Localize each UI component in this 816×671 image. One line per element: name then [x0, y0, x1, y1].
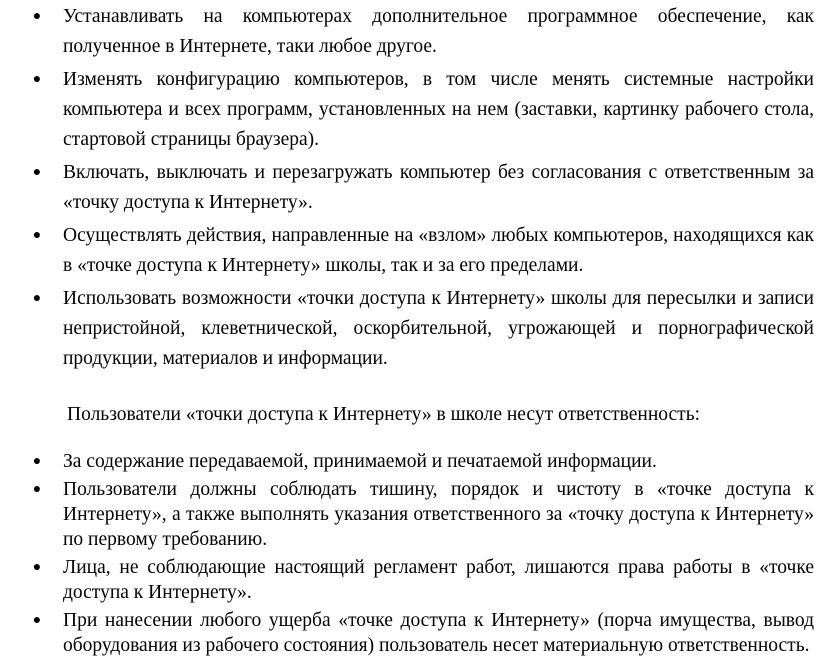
- list-item-text: Осуществлять действия, направленные на «взлом» любых компьютеров, находящихся как в «точке доступа к Интернету» школы, так и за его пределами.: [63, 225, 814, 276]
- responsibility-heading: Пользователи «точки доступа к Интернету» в школе несут ответственность:: [67, 404, 701, 425]
- list-item-text: За содержание передаваемой, принимаемой и печатаемой информации.: [63, 451, 657, 472]
- list-item: [30, 477, 814, 552]
- list-item: [30, 221, 814, 281]
- list-item-text: Пользователи должны соблюдать тишину, порядок и чистоту в «точке доступа к Интернету», а также выполнять указания ответственного за «точку доступа к Интернету» по первому требованию.: [63, 479, 814, 550]
- bullet-dot-icon: ●: [32, 454, 42, 469]
- list-item-text: Лица, не соблюдающие настоящий регламент работ, лишаются права работы в «точке доступа к Интернету».: [63, 557, 814, 603]
- list-item-text: Использовать возможности «точки доступа к Интернету» школы для пересылки и записи непристойной, клеветнической, оскорбительной, угрожающей и порнографической продукции, материалов и информации.: [63, 288, 814, 369]
- list-item: [30, 449, 814, 474]
- bullet-dot-icon: ●: [32, 291, 42, 306]
- prohibited-actions-list: [30, 2, 814, 377]
- bullet-dot-icon: ●: [32, 482, 42, 497]
- list-item-text: Изменять конфигурацию компьютеров, в том числе менять системные настройки компьютера и всех программ, установленных на нем (заставки, картинку рабочего стола, стартовой страницы браузера).: [63, 69, 814, 150]
- list-item: [30, 65, 814, 155]
- list-item-text: Устанавливать на компьютерах дополнительное программное обеспечение, как полученное в Интернете, таки любое другое.: [63, 6, 814, 57]
- bullet-dot-icon: ●: [32, 560, 42, 575]
- bullet-dot-icon: ●: [32, 613, 42, 628]
- list-item: [30, 555, 814, 605]
- list-item: [30, 608, 814, 658]
- list-item-text: При нанесении любого ущерба «точке доступа к Интернету» (порча имущества, вывод оборудования из рабочего состояния) пользователь несет материальную ответственность.: [63, 610, 814, 656]
- bullet-dot-icon: ●: [32, 72, 42, 87]
- list-item: [30, 2, 814, 62]
- bullet-dot-icon: ●: [32, 228, 42, 243]
- responsibility-list: [30, 449, 814, 661]
- bullet-dot-icon: ●: [32, 165, 42, 180]
- list-item: [30, 158, 814, 218]
- list-item: [30, 284, 814, 374]
- list-item-text: Включать, выключать и перезагружать компьютер без согласования с ответственным за «точку доступа к Интернету».: [63, 162, 814, 213]
- bullet-dot-icon: ●: [32, 9, 42, 24]
